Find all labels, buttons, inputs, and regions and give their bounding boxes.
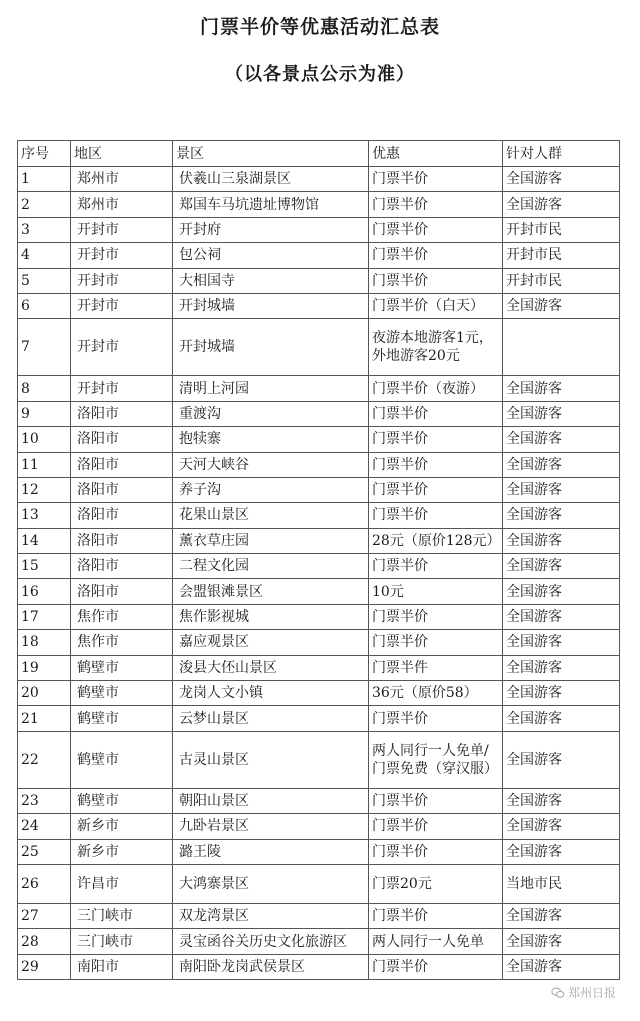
cell-discount: 10元 — [369, 579, 503, 604]
cell-no: 6 — [18, 293, 71, 318]
cell-discount: 28元（原价128元） — [369, 528, 503, 553]
table-row — [18, 452, 620, 477]
cell-scenic: 南阳卧龙岗武侯景区 — [173, 954, 369, 979]
cell-audience: 全国游客 — [503, 814, 620, 839]
table-row — [18, 192, 620, 217]
cell-scenic: 养子沟 — [173, 477, 369, 502]
cell-discount: 夜游本地游客1元，外地游客20元 — [369, 319, 503, 376]
cell-region: 新乡市 — [71, 814, 173, 839]
table-row — [18, 706, 620, 731]
cell-audience: 开封市民 — [503, 243, 620, 268]
table-row — [18, 864, 620, 903]
cell-scenic: 重渡沟 — [173, 401, 369, 426]
cell-scenic: 大鸿寨景区 — [173, 864, 369, 903]
cell-discount: 门票半件 — [369, 655, 503, 680]
cell-no: 14 — [18, 528, 71, 553]
cell-audience: 全国游客 — [503, 401, 620, 426]
table-row — [18, 839, 620, 864]
cell-region: 洛阳市 — [71, 452, 173, 477]
header-audience: 针对人群 — [503, 141, 620, 167]
document-title: 门票半价等优惠活动汇总表 — [199, 16, 440, 38]
cell-region: 三门峡市 — [71, 929, 173, 954]
cell-region: 洛阳市 — [71, 528, 173, 553]
cell-scenic: 清明上河园 — [173, 376, 369, 401]
table-row — [18, 528, 620, 553]
cell-scenic: 伏羲山三泉湖景区 — [173, 167, 369, 192]
cell-discount: 门票半价 — [369, 477, 503, 502]
cell-no: 20 — [18, 681, 71, 706]
cell-region: 开封市 — [71, 268, 173, 293]
cell-region: 洛阳市 — [71, 401, 173, 426]
cell-region: 开封市 — [71, 243, 173, 268]
cell-no: 26 — [18, 864, 71, 903]
cell-no: 1 — [18, 167, 71, 192]
cell-discount: 门票半价 — [369, 604, 503, 629]
cell-no: 11 — [18, 452, 71, 477]
header-no: 序号 — [18, 141, 71, 167]
table-row — [18, 731, 620, 788]
table-row — [18, 903, 620, 928]
cell-audience: 全国游客 — [503, 452, 620, 477]
cell-region: 三门峡市 — [71, 903, 173, 928]
cell-no: 5 — [18, 268, 71, 293]
cell-region: 鹤壁市 — [71, 731, 173, 788]
cell-audience: 全国游客 — [503, 655, 620, 680]
cell-discount: 门票半价 — [369, 839, 503, 864]
cell-region: 洛阳市 — [71, 427, 173, 452]
cell-region: 鹤壁市 — [71, 788, 173, 813]
cell-region: 许昌市 — [71, 864, 173, 903]
cell-scenic: 开封城墙 — [173, 319, 369, 376]
cell-scenic: 会盟银滩景区 — [173, 579, 369, 604]
table-row — [18, 814, 620, 839]
cell-discount: 门票半价 — [369, 167, 503, 192]
cell-region: 焦作市 — [71, 604, 173, 629]
cell-no: 22 — [18, 731, 71, 788]
cell-audience: 全国游客 — [503, 604, 620, 629]
cell-discount: 门票半价 — [369, 268, 503, 293]
cell-audience: 全国游客 — [503, 293, 620, 318]
cell-scenic: 二程文化园 — [173, 554, 369, 579]
table-row — [18, 554, 620, 579]
cell-discount: 两人同行一人免单/门票免费（穿汉服） — [369, 731, 503, 788]
cell-no: 29 — [18, 954, 71, 979]
cell-region: 开封市 — [71, 217, 173, 242]
cell-region: 鹤壁市 — [71, 655, 173, 680]
cell-audience: 全国游客 — [503, 579, 620, 604]
cell-no: 4 — [18, 243, 71, 268]
cell-discount: 两人同行一人免单 — [369, 929, 503, 954]
cell-scenic: 开封府 — [173, 217, 369, 242]
cell-audience: 全国游客 — [503, 839, 620, 864]
table-row — [18, 477, 620, 502]
cell-discount: 门票半价 — [369, 452, 503, 477]
cell-audience: 全国游客 — [503, 706, 620, 731]
cell-audience: 全国游客 — [503, 427, 620, 452]
cell-scenic: 双龙湾景区 — [173, 903, 369, 928]
watermark — [551, 984, 616, 1001]
cell-no: 23 — [18, 788, 71, 813]
cell-scenic: 焦作影视城 — [173, 604, 369, 629]
cell-region: 南阳市 — [71, 954, 173, 979]
cell-region: 郑州市 — [71, 167, 173, 192]
cell-region: 洛阳市 — [71, 477, 173, 502]
cell-discount: 36元（原价58） — [369, 681, 503, 706]
cell-region: 洛阳市 — [71, 554, 173, 579]
cell-audience: 全国游客 — [503, 731, 620, 788]
cell-discount: 门票半价 — [369, 401, 503, 426]
cell-audience: 全国游客 — [503, 954, 620, 979]
document-subtitle: （以各景点公示为准） — [225, 64, 415, 85]
cell-scenic: 大相国寺 — [173, 268, 369, 293]
table-row — [18, 929, 620, 954]
cell-no: 25 — [18, 839, 71, 864]
cell-no: 18 — [18, 630, 71, 655]
cell-discount: 门票半价 — [369, 814, 503, 839]
cell-discount: 门票半价 — [369, 217, 503, 242]
cell-no: 9 — [18, 401, 71, 426]
cell-audience: 全国游客 — [503, 554, 620, 579]
cell-region: 洛阳市 — [71, 579, 173, 604]
header-scenic: 景区 — [173, 141, 369, 167]
cell-no: 2 — [18, 192, 71, 217]
cell-audience: 全国游客 — [503, 681, 620, 706]
table-row — [18, 243, 620, 268]
cell-audience: 全国游客 — [503, 528, 620, 553]
cell-audience: 全国游客 — [503, 376, 620, 401]
cell-audience: 全国游客 — [503, 192, 620, 217]
table-row — [18, 376, 620, 401]
cell-scenic: 天河大峡谷 — [173, 452, 369, 477]
cell-no: 19 — [18, 655, 71, 680]
cell-no: 8 — [18, 376, 71, 401]
cell-no: 24 — [18, 814, 71, 839]
cell-scenic: 嘉应观景区 — [173, 630, 369, 655]
table-row — [18, 217, 620, 242]
table-row — [18, 293, 620, 318]
cell-audience: 全国游客 — [503, 167, 620, 192]
cell-scenic: 开封城墙 — [173, 293, 369, 318]
cell-audience: 全国游客 — [503, 477, 620, 502]
cell-region: 鹤壁市 — [71, 681, 173, 706]
table-row — [18, 268, 620, 293]
table-row — [18, 401, 620, 426]
table-row — [18, 788, 620, 813]
table-row — [18, 319, 620, 376]
table-row — [18, 604, 620, 629]
cell-region: 开封市 — [71, 376, 173, 401]
cell-no: 12 — [18, 477, 71, 502]
cell-scenic: 抱犊寨 — [173, 427, 369, 452]
cell-region: 开封市 — [71, 293, 173, 318]
cell-no: 21 — [18, 706, 71, 731]
cell-discount: 门票半价 — [369, 954, 503, 979]
table-row — [18, 655, 620, 680]
cell-discount: 门票半价（白天） — [369, 293, 503, 318]
table-header-row — [18, 141, 620, 167]
cell-discount: 门票半价 — [369, 427, 503, 452]
cell-scenic: 郑国车马坑遗址博物馆 — [173, 192, 369, 217]
cell-no: 15 — [18, 554, 71, 579]
cell-audience: 全国游客 — [503, 903, 620, 928]
cell-scenic: 潞王陵 — [173, 839, 369, 864]
cell-discount: 门票半价 — [369, 788, 503, 813]
cell-scenic: 灵宝函谷关历史文化旅游区 — [173, 929, 369, 954]
table-row — [18, 427, 620, 452]
cell-no: 28 — [18, 929, 71, 954]
cell-scenic: 龙岗人文小镇 — [173, 681, 369, 706]
cell-scenic: 包公祠 — [173, 243, 369, 268]
table-row — [18, 681, 620, 706]
cell-no: 3 — [18, 217, 71, 242]
cell-region: 焦作市 — [71, 630, 173, 655]
cell-discount: 门票半价 — [369, 706, 503, 731]
cell-discount: 门票半价 — [369, 630, 503, 655]
cell-audience: 当地市民 — [503, 864, 620, 903]
cell-audience: 全国游客 — [503, 630, 620, 655]
cell-audience: 全国游客 — [503, 929, 620, 954]
cell-audience: 全国游客 — [503, 788, 620, 813]
table-row — [18, 630, 620, 655]
cell-scenic: 花果山景区 — [173, 503, 369, 528]
cell-no: 7 — [18, 319, 71, 376]
cell-scenic: 九卧岩景区 — [173, 814, 369, 839]
cell-audience: 开封市民 — [503, 268, 620, 293]
cell-discount: 门票半价 — [369, 903, 503, 928]
cell-no: 27 — [18, 903, 71, 928]
cell-region: 新乡市 — [71, 839, 173, 864]
cell-discount: 门票20元 — [369, 864, 503, 903]
discount-table — [17, 140, 620, 980]
cell-discount: 门票半价（夜游） — [369, 376, 503, 401]
cell-region: 开封市 — [71, 319, 173, 376]
cell-audience: 全国游客 — [503, 503, 620, 528]
cell-region: 鹤壁市 — [71, 706, 173, 731]
cell-region: 洛阳市 — [71, 503, 173, 528]
cell-scenic: 薰衣草庄园 — [173, 528, 369, 553]
cell-scenic: 云梦山景区 — [173, 706, 369, 731]
cell-no: 16 — [18, 579, 71, 604]
cell-discount: 门票半价 — [369, 192, 503, 217]
table-row — [18, 954, 620, 979]
table-body — [18, 167, 620, 980]
table-row — [18, 167, 620, 192]
wechat-logo-icon — [551, 986, 565, 1000]
cell-scenic: 朝阳山景区 — [173, 788, 369, 813]
cell-discount: 门票半价 — [369, 243, 503, 268]
header-discount: 优惠 — [369, 141, 503, 167]
cell-no: 10 — [18, 427, 71, 452]
header-region: 地区 — [71, 141, 173, 167]
table-row — [18, 503, 620, 528]
cell-no: 17 — [18, 604, 71, 629]
cell-region: 郑州市 — [71, 192, 173, 217]
watermark-text: 郑州日报 — [567, 986, 616, 1000]
cell-scenic: 古灵山景区 — [173, 731, 369, 788]
cell-audience — [503, 319, 620, 376]
cell-scenic: 浚县大伾山景区 — [173, 655, 369, 680]
cell-discount: 门票半价 — [369, 554, 503, 579]
cell-discount: 门票半价 — [369, 503, 503, 528]
table-row — [18, 579, 620, 604]
cell-audience: 开封市民 — [503, 217, 620, 242]
cell-no: 13 — [18, 503, 71, 528]
